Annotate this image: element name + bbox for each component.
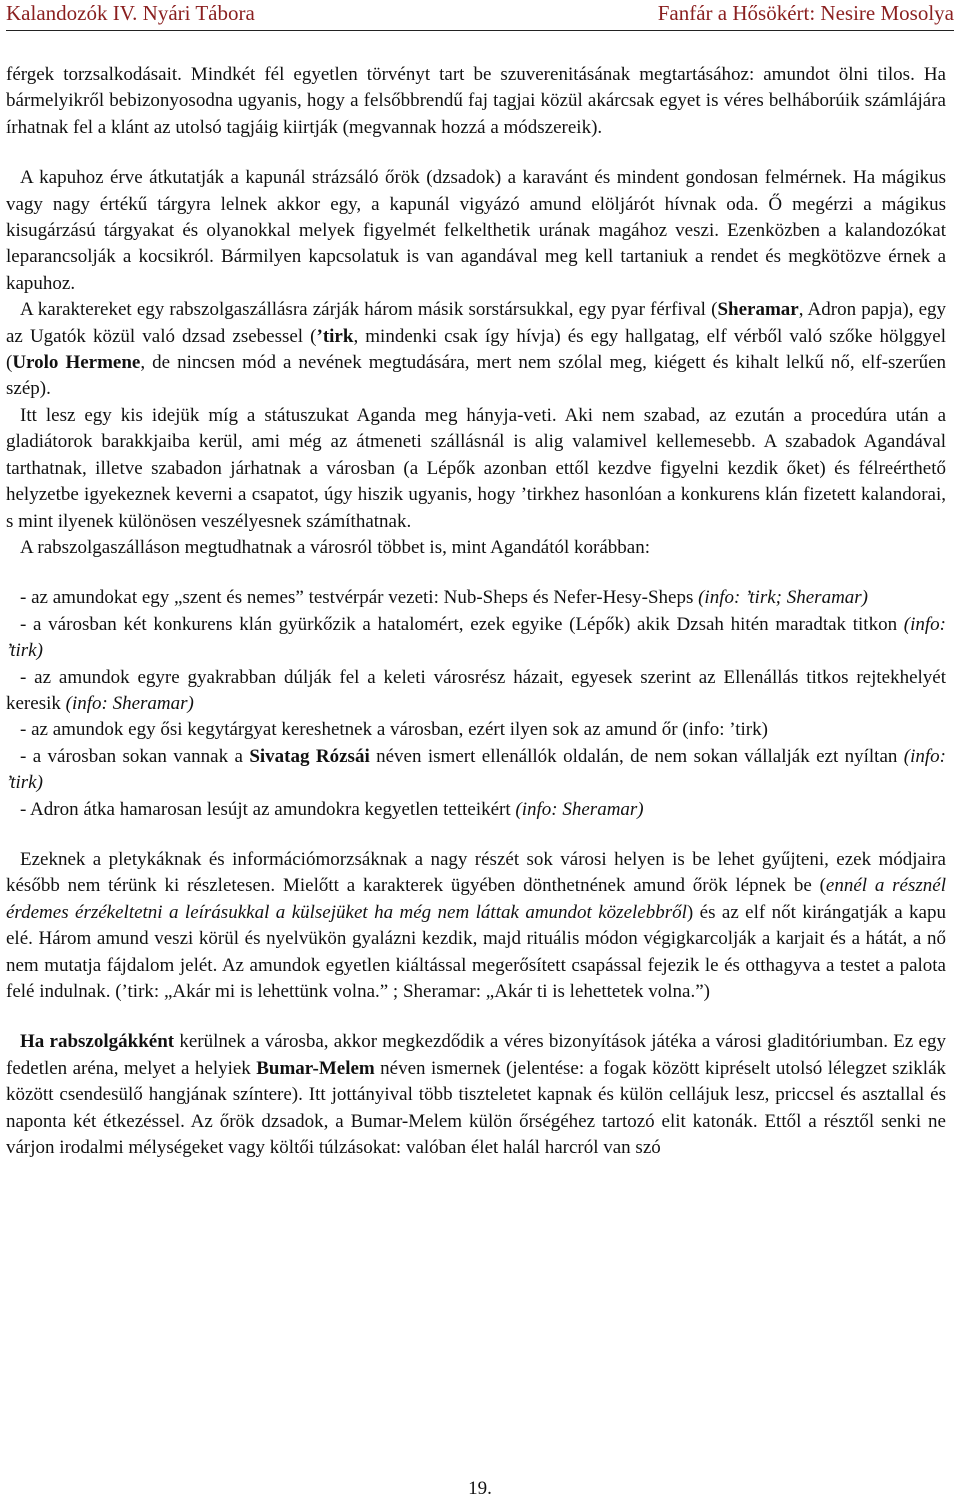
paragraph-2: A kapuhoz érve átkutatják a kapunál strázsáló őrök (dzsadok) a karavánt és mindent gondosan felmérnek. Ha mágikus vagy nagy értékű tárgyra lelnek akkor egy, a kapunál vigyázó amund elöljárót hívnak oda. Ő megérzi a mágikus kisugárzású tárgyakat és olyanokkal melyek figyelmét felkelthetik urának magához veszi. Ezenközben a kalandozókat leparancsolják a kocsikról. Bármilyen kapcsolatuk is van agandával meg kell tartaniuk a rendet és megkötözve érnek a kapuhoz. (6, 167, 946, 294)
list-item: - az amundok egyre gyakrabban dúlják fel a keleti városrész házait, egyesek szerint az Ellenállás titkos rejtekhelyét keresik (info: Sheramar) (6, 666, 946, 714)
list-item: - a városban két konkurens klán gyürkőzik a hatalomért, ezek egyike (Lépők) akik Dzsah hitén maradtak titkon (info: ’tirk) (6, 613, 946, 662)
page-body (6, 62, 946, 1161)
paragraph-7: Ha rabszolgákként kerülnek a városba, akkor megkezdődik a véres bizonyítások játéka a városi gladitóriumban. Ez egy fedetlen aréna, melyet a helyiek Bumar-Melem néven ismernek (jelentése: a fogak között kipréselt utolsó lélegzet sziklák között csendesülő hangjának színtere). Itt jottányival több tiszteletet kapnak és külön cellájuk lesz, priccsel és asztallal és naponta két étkezéssel. Az őrök dzsadok, a Bumar-Melem külön őrségéhez tartozó elit katonák. Ettől a résztől senki ne várjon irodalmi mélységeket vagy költői túlzásokat: valóban élet halál harcról van szó (6, 1031, 947, 1159)
paragraph-6: Ezeknek a pletykáknak és információmorzsáknak a nagy részét sok városi helyen is be lehet gyűjteni, ezek módjaira később nem térünk ki részletesen. Mielőtt a karakterek ügyében dönthetnének amund őrök lépnek be (ennél a résznél érdemes érzékeltetni a leírásukkal a külsejüket ha még nem láttak amundot közelebbről) és az elf nőt kirángatják a kapu elé. Három amund veszi körül és nyelvükön gyalázni kezdik, majd rituális módon végigkarcolják a karjait és a hátát, a nő nem mutatja fájdalom jelét. Az amundok egyetlen kiáltással megerősített csapással fejezik le és otthagyva a testet a palota felé indulnak. (’tirk: „Akár mi is lehettünk volna.” ; Sheramar: „Akár ti is lehettetek volna.”) (6, 848, 946, 1002)
paragraph-3: A karaktereket egy rabszolgaszállásra zárják három másik sorstársukkal, egy pyar férfival (Sheramar, Adron papja), egy az Ugatók közül való dzsad zsebessel (’tirk, mindenki csak így hívja) és egy hallgatag, elf vérből való szőke hölggyel (Urolo Hermene, de nincsen mód a nevének megtudására, mert nem szólal meg, kiégett és kihalt lelkű nő, elf-szerűen szép). (6, 299, 947, 400)
list-item: - az amundok egy ősi kegytárgyat kereshetnek a városban, ezért ilyen sok az amund őr (info: ’tirk) (20, 719, 768, 741)
list-item: - a városban sokan vannak a Sivatag Rózsái néven ismert ellenállók oldalán, de nem sokan vállalják ezt nyíltan (info: ’tirk) (6, 745, 947, 794)
paragraph-1: férgek torzsalkodásait. Mindkét fél egyetlen törvényt tart be szuverenitásának megtartásához: amundot ölni tilos. Ha bármelyikről bebizonyosodna ugyanis, hogy a felsőbbrendű faj tagjai közül akárcsak egyet is véres belháborúik számlájára írhatnak fel a klánt az utolsó tagjáig kiirtják (megvannak hozzá a módszereik). (6, 64, 946, 138)
header-left-title: Kalandozók IV. Nyári Tábora (6, 1, 255, 25)
paragraph-4: Itt lesz egy kis idejük míg a státuszukat Aganda meg hányja-veti. Aki nem szabad, az ezután a procedúra után a gladiátorok barakkjaiba kerül, ami még az átmeneti szállásnál is alig valamivel kellemesebb. A szabadok Agandával tarthatnak, illetve szabadon járhatnak a városban (a Lépők azonban ettől kezdve figyelni kezdik őket) és félreérthető helyzetbe igyekeznek keverni a csapatot, úgy hiszik ugyanis, hogy ’tirkhez hasonlóan a konkurens klán fizetett kalandorai, s mint ilyenek különösen veszélyesnek számíthatnak. (6, 404, 946, 532)
header-divider (6, 30, 954, 31)
paragraph-5: A rabszolgaszálláson megtudhatnak a városról többet is, mint Agandától korábban: (20, 536, 651, 558)
list-item: - az amundokat egy „szent és nemes” testvérpár vezeti: Nub-Sheps és Nefer-Hesy-Sheps (info: ’tirk; Sheramar) (20, 587, 869, 609)
page-header (6, 0, 954, 28)
page-number: 19. (468, 1478, 492, 1499)
header-right-title: Fanfár a Hősökért: Nesire Mosolya (657, 1, 954, 25)
list-item: - Adron átka hamarosan lesújt az amundokra kegyetlen tetteikért (info: Sheramar) (20, 798, 644, 820)
